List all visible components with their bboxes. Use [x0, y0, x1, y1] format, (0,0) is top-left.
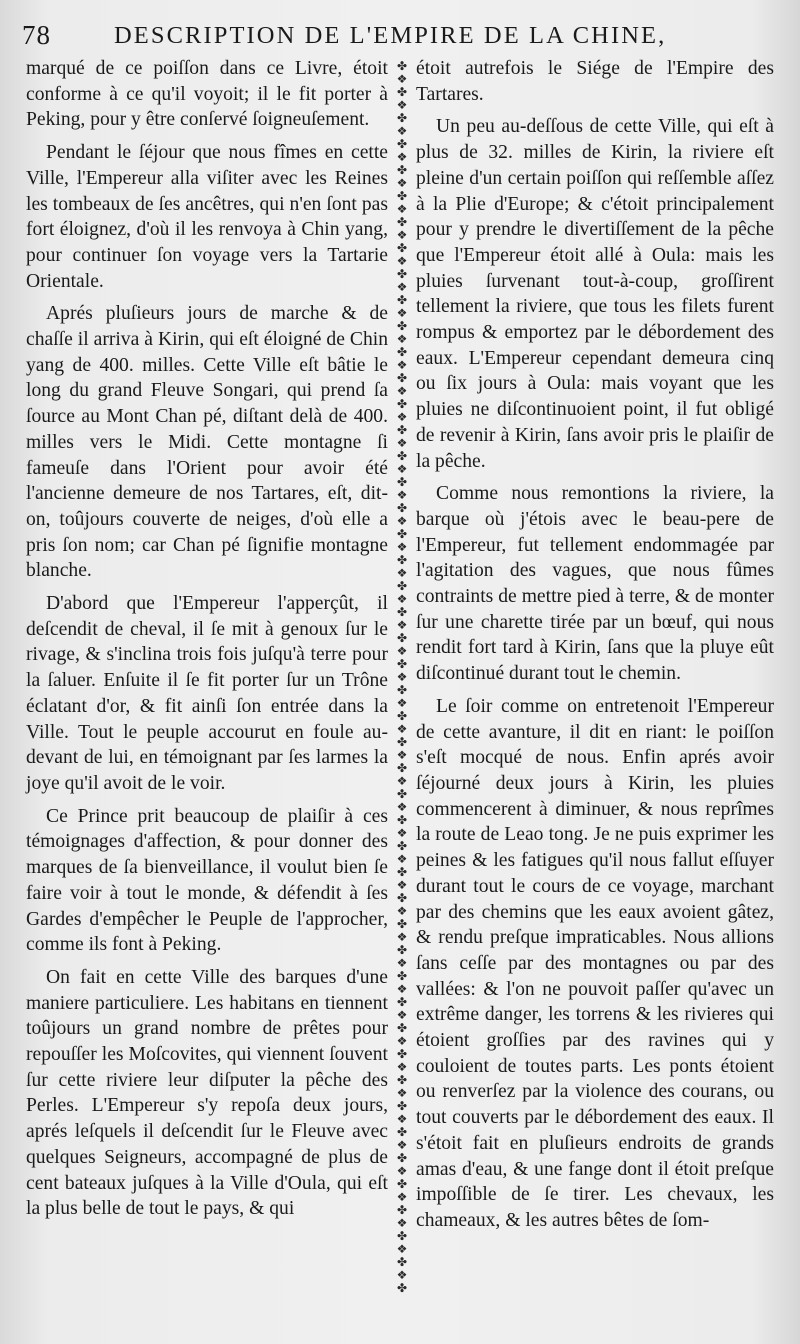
ornament-glyph: ❖	[396, 1216, 408, 1230]
ornament-glyph: ✤	[396, 891, 408, 905]
ornamental-column-divider	[392, 60, 412, 1296]
ornament-glyph: ✤	[396, 1073, 408, 1087]
ornament-glyph: ❖	[396, 358, 408, 372]
ornament-glyph: ❖	[396, 1086, 408, 1100]
ornament-glyph: ❖	[396, 1190, 408, 1204]
ornament-glyph: ✤	[396, 1229, 408, 1243]
paragraph: Pendant le ſéjour que nous fîmes en cette Ville, l'Empereur alla viſiter avec les Reines les tombeaux de ſes ancêtres, qui n'en ſont pas fort éloignez, d'où il les renvoya à Chin yang, pour continuer ſon voyage vers la Tartarie Orientale.	[26, 142, 388, 292]
ornament-glyph: ❖	[396, 332, 408, 346]
ornament-glyph: ✤	[396, 319, 408, 333]
ornament-glyph: ✤	[396, 423, 408, 437]
ornament-glyph: ❖	[396, 696, 408, 710]
ornament-glyph: ✤	[396, 553, 408, 567]
ornament-glyph: ❖	[396, 852, 408, 866]
ornament-glyph: ✤	[396, 1047, 408, 1061]
ornament-glyph: ❖	[396, 202, 408, 216]
ornament-glyph: ❖	[396, 1034, 408, 1048]
ornament-glyph: ❖	[396, 488, 408, 502]
paragraph: On fait en cette Ville des barques d'une maniere particuliere. Les habitans en tiennent toûjours un grand nombre de prêtes pour repouſſer les Moſcovites, qui viennent ſouvent ſur cette riviere leur diſputer la pêche des Perles. L'Empereur s'y repoſa deux jours, aprés leſquels il deſcendit ſur le Fleuve avec quelques Seigneurs, accompagné de plus de cent bateaux juſques à la Ville d'Oula, qui eſt la plus belle de tout le pays, & qui	[26, 966, 388, 1220]
running-title: DESCRIPTION DE L'EMPIRE DE LA CHINE,	[114, 22, 667, 49]
ornament-glyph: ❖	[396, 878, 408, 892]
ornament-glyph: ✤	[396, 215, 408, 229]
ornament-glyph: ❖	[396, 176, 408, 190]
ornament-glyph: ✤	[396, 189, 408, 203]
ornament-glyph: ✤	[396, 943, 408, 957]
ornament-glyph: ✤	[396, 813, 408, 827]
ornament-glyph: ❖	[396, 1242, 408, 1256]
paragraph: D'abord que l'Empereur l'apperçût, il deſcendit de cheval, il ſe mit à genoux ſur le rivage, & s'inclina trois fois juſqu'à terre pour la ſaluer. Enſuite il ſe fit porter ſur un Trône éclatant d'or, & fit ainſi ſon entrée dans la Ville. Tout le peuple accourut en foule au-devant de lui, en témoignant par ſes larmes la joye qu'il avoit de le voir.	[26, 593, 388, 794]
ornament-glyph: ❖	[396, 540, 408, 554]
ornament-glyph: ❖	[396, 1008, 408, 1022]
ornament-glyph: ✤	[396, 293, 408, 307]
ornament-glyph: ❖	[396, 1268, 408, 1282]
ornament-glyph: ❖	[396, 774, 408, 788]
paragraph: étoit autrefois le Siége de l'Empire des Tartares.	[416, 58, 774, 105]
paragraph: marqué de ce poiſſon dans ce Livre, étoit conforme à ce qu'il voyoit; il le fit porter à Peking, pour y être conſervé ſoigneuſement.	[26, 58, 388, 131]
paragraph: Un peu au-deſſous de cette Ville, qui eſt à plus de 32. milles de Kirin, la riviere eſt pleine d'un certain poiſſon qui reſſemble aſſez à la Plie d'Europe; & c'étoit principalement pour y prendre le divertiſſement de la pêche que l'Empereur étoit allé à Oula: mais les pluies ſurvenant tout-à-coup, groſſirent tellement la riviere, que tous les filets furent rompus & emportez par le débordement des eaux. L'Empereur cependant demeura cinq ou ſix jours à Oula: mais voyant que les pluies ne diſcontinuoient point, il fut obligé de revenir à Kirin, ſans avoir pris le plaiſir de la pêche.	[416, 116, 774, 472]
ornament-glyph: ❖	[396, 410, 408, 424]
ornament-glyph: ✤	[396, 1203, 408, 1217]
ornament-glyph: ❖	[396, 722, 408, 736]
ornament-glyph: ❖	[396, 462, 408, 476]
ornament-glyph: ❖	[396, 254, 408, 268]
right-column	[416, 56, 774, 1234]
ornament-glyph: ✤	[396, 865, 408, 879]
ornament-glyph: ❖	[396, 1138, 408, 1152]
ornament-glyph: ✤	[396, 631, 408, 645]
ornament-glyph: ✤	[396, 761, 408, 775]
ornament-glyph: ✤	[396, 111, 408, 125]
ornament-glyph: ✤	[396, 1021, 408, 1035]
ornament-glyph: ❖	[396, 306, 408, 320]
ornament-glyph: ❖	[396, 670, 408, 684]
ornament-glyph: ❖	[396, 384, 408, 398]
ornament-glyph: ✤	[396, 345, 408, 359]
ornament-glyph: ✤	[396, 137, 408, 151]
ornament-glyph: ✤	[396, 267, 408, 281]
ornament-glyph: ✤	[396, 1281, 408, 1295]
ornament-glyph: ✤	[396, 241, 408, 255]
ornament-glyph: ✤	[396, 1099, 408, 1113]
ornament-glyph: ✤	[396, 397, 408, 411]
ornament-glyph: ❖	[396, 566, 408, 580]
ornament-glyph: ✤	[396, 501, 408, 515]
ornament-glyph: ✤	[396, 709, 408, 723]
ornament-glyph: ❖	[396, 150, 408, 164]
ornament-glyph: ✤	[396, 657, 408, 671]
ornament-glyph: ❖	[396, 748, 408, 762]
ornament-glyph: ❖	[396, 1164, 408, 1178]
ornament-glyph: ✤	[396, 475, 408, 489]
ornament-glyph: ❖	[396, 1112, 408, 1126]
ornament-glyph: ✤	[396, 969, 408, 983]
ornament-glyph: ✤	[396, 995, 408, 1009]
left-column	[26, 56, 388, 1222]
page-number: 78	[22, 20, 51, 50]
ornament-glyph: ❖	[396, 644, 408, 658]
ornament-glyph: ❖	[396, 124, 408, 138]
paragraph: Comme nous remontions la riviere, la barque où j'étois avec le beau-pere de l'Empereur, fut tellement endommagée par l'agitation des vagues, que nous fûmes contraints de mettre pied à terre, & de monter ſur une charette tirée par un bœuf, qui nous rendit fort tard à Kirin, ſans que la pluye eût diſcontinué durant tout le chemin.	[416, 483, 774, 685]
paragraph: Aprés pluſieurs jours de marche & de chaſſe il arriva à Kirin, qui eſt éloigné de Chin yang de 400. milles. Cette Ville eſt bâtie le long du grand Fleuve Songari, qui prend ſa ſource au Mont Chan pé, diſtant delà de 400. milles vers le Midi. Cette montagne ſi fameuſe dans l'Orient pour avoir été l'ancienne demeure de nos Tartares, eſt, dit-on, toûjours couverte de neiges, d'où elle a pris ſon nom; car Chan pé ſignifie montagne blanche.	[26, 303, 388, 582]
ornament-glyph: ❖	[396, 956, 408, 970]
ornament-glyph: ❖	[396, 280, 408, 294]
ornament-glyph: ✤	[396, 1151, 408, 1165]
ornament-glyph: ✤	[396, 579, 408, 593]
ornament-glyph: ❖	[396, 592, 408, 606]
ornament-glyph: ❖	[396, 618, 408, 632]
ornament-glyph: ✤	[396, 449, 408, 463]
ornament-glyph: ✤	[396, 1125, 408, 1139]
ornament-glyph: ❖	[396, 904, 408, 918]
ornament-glyph: ❖	[396, 800, 408, 814]
ornament-glyph: ❖	[396, 228, 408, 242]
paragraph: Le ſoir comme on entretenoit l'Empereur de cette avanture, il dit en riant: le poiſſon s'eſt mocqué de nous. Enfin aprés avoir ſéjourné deux jours à Kirin, les pluies commencerent à diminuer, & nous reprîmes la route de Leao tong. Je ne puis exprimer les peines & les fatigues qu'il nous fallut eſſuyer durant tout le cours de ce voyage, marchant par des chemins que les eaux avoient gâtez, & rendu preſque impraticables. Nous allions ſans ceſſe par des montagnes ou par des vallées: & l'on ne pouvoit paſſer qu'avec un extrême danger, les torrens & les rivieres qui étoient groſſies par des ravines qui y couloient de toutes parts. Les ponts étoient ou renverſez par la violence des courans, ou tout couverts par le débordement des eaux. Il s'étoit fait en pluſieurs endroits de grands amas d'eau, & une fange dont il étoit preſque impoſſible de ſe tirer. Les chevaux, les chameaux, & les autres bêtes de ſom-	[416, 695, 774, 1231]
paragraph: Ce Prince prit beaucoup de plaiſir à ces témoignages d'affection, & pour donner des marques de ſa bienveillance, il voulut bien ſe faire voir à tout le monde, & défendit à ſes Gardes d'empêcher le Peuple de l'approcher, comme ils font à Peking.	[26, 805, 388, 956]
ornament-glyph: ✤	[396, 787, 408, 801]
ornament-glyph: ✤	[396, 60, 408, 73]
ornament-glyph: ❖	[396, 826, 408, 840]
ornament-glyph: ✤	[396, 605, 408, 619]
ornament-glyph: ✤	[396, 163, 408, 177]
ornament-glyph: ✤	[396, 683, 408, 697]
ornament-glyph: ✤	[396, 371, 408, 385]
ornament-glyph: ❖	[396, 98, 408, 112]
ornament-glyph: ❖	[396, 1060, 408, 1074]
ornament-glyph: ❖	[396, 514, 408, 528]
ornament-glyph: ❖	[396, 982, 408, 996]
page-header	[22, 18, 784, 58]
ornament-glyph: ✤	[396, 1255, 408, 1269]
ornament-glyph: ✤	[396, 735, 408, 749]
ornament-glyph: ✤	[396, 1177, 408, 1191]
ornament-glyph: ✤	[396, 839, 408, 853]
ornament-glyph: ❖	[396, 930, 408, 944]
ornament-glyph: ❖	[396, 436, 408, 450]
ornament-glyph: ✤	[396, 527, 408, 541]
ornament-glyph: ✤	[396, 917, 408, 931]
ornament-glyph: ❖	[396, 72, 408, 86]
ornament-glyph: ✤	[396, 85, 408, 99]
